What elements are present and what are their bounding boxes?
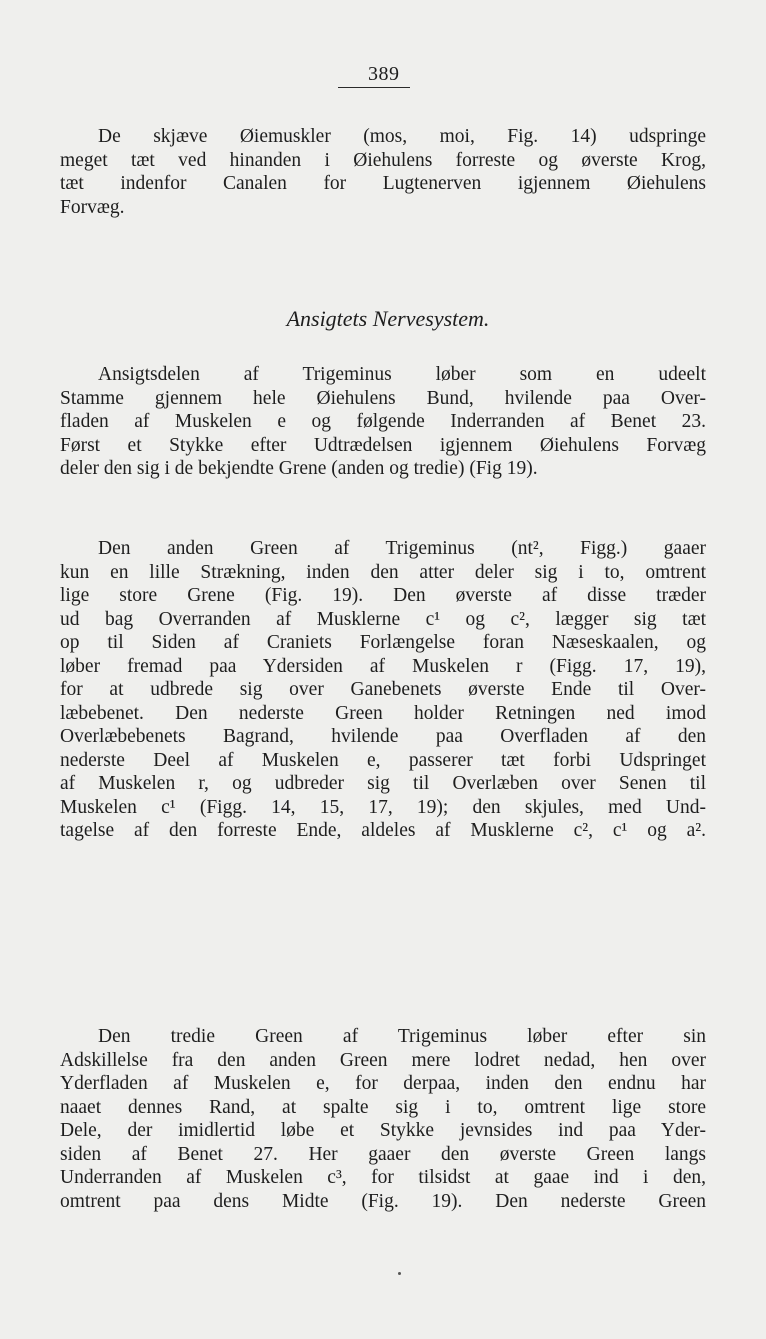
paragraph-eye-muscles bbox=[60, 125, 706, 219]
text-line: tagelse af den forreste Ende, aldeles af Musklerne c², c¹ og a². bbox=[60, 820, 706, 841]
print-speck bbox=[398, 1272, 401, 1275]
page-number: 389 bbox=[338, 62, 410, 88]
text-line: Ansigtsdelen af Trigeminus løber som en udeelt bbox=[98, 364, 706, 385]
paragraph-third-branch bbox=[60, 1025, 706, 1213]
text-line: tæt indenfor Canalen for Lugtenerven igjennem Øiehulens bbox=[60, 173, 706, 194]
text-line: Underranden af Muskelen c³, for tilsidst at gaae ind i den, bbox=[60, 1167, 706, 1188]
text-line: Først et Stykke efter Udtrædelsen igjennem Øiehulens Forvæg bbox=[60, 434, 706, 456]
text-line: Forvæg. bbox=[60, 196, 125, 218]
section-heading: Ansigtets Nervesystem. bbox=[286, 306, 490, 331]
text-line: op til Siden af Craniets Forlængelse foran Næseskaalen, og bbox=[60, 632, 706, 653]
text-line: siden af Benet 27. Her gaaer den øverste Green langs bbox=[60, 1143, 706, 1165]
text-line: fladen af Muskelen e og følgende Inderranden af Benet 23. bbox=[60, 411, 706, 432]
text-line: ud bag Overranden af Musklerne c¹ og c², lægger sig tæt bbox=[60, 608, 706, 630]
text-line: løber fremad paa Ydersiden af Muskelen r (Figg. 17, 19), bbox=[60, 655, 706, 677]
text-line: Den anden Green af Trigeminus (nt², Figg.) gaaer bbox=[98, 538, 706, 559]
text-line: læbebenet. Den nederste Green holder Retningen ned imod bbox=[60, 702, 706, 724]
text-line: De skjæve Øiemuskler (mos, moi, Fig. 14) udspringe bbox=[98, 126, 706, 147]
text-line: nederste Deel af Muskelen e, passerer tæt forbi Udspringet bbox=[60, 749, 706, 771]
paragraph-trigeminus-facial bbox=[60, 363, 706, 481]
text-line: omtrent paa dens Midte (Fig. 19). Den nederste Green bbox=[60, 1190, 706, 1212]
text-line: Muskelen c¹ (Figg. 14, 15, 17, 19); den skjules, med Und- bbox=[60, 796, 706, 818]
text-line: deler den sig i de bekjendte Grene (anden og tredie) (Fig 19). bbox=[60, 458, 538, 479]
text-line: Adskillelse fra den anden Green mere lodret nedad, hen over bbox=[60, 1049, 706, 1071]
text-line: Overlæbebenets Bagrand, hvilende paa Overfladen af den bbox=[60, 726, 706, 747]
text-line: kun en lille Strækning, inden den atter deler sig i to, omtrent bbox=[60, 561, 706, 583]
text-line: Dele, der imidlertid løbe et Stykke jevnsides ind paa Yder- bbox=[60, 1120, 706, 1141]
text-line: Yderfladen af Muskelen e, for derpaa, inden den endnu har bbox=[60, 1073, 706, 1094]
text-line: naaet dennes Rand, at spalte sig i to, omtrent lige store bbox=[60, 1096, 706, 1118]
text-line: af Muskelen r, og udbreder sig til Overlæben over Senen til bbox=[60, 773, 706, 794]
paragraph-second-branch bbox=[60, 537, 706, 843]
text-line: Den tredie Green af Trigeminus løber efter sin bbox=[98, 1026, 706, 1047]
text-line: meget tæt ved hinanden i Øiehulens forreste og øverste Krog, bbox=[60, 149, 706, 171]
text-line: lige store Grene (Fig. 19). Den øverste af disse træder bbox=[60, 585, 706, 606]
text-line: Stamme gjennem hele Øiehulens Bund, hvilende paa Over- bbox=[60, 387, 706, 409]
text-line: for at udbrede sig over Ganebenets øverste Ende til Over- bbox=[60, 679, 706, 700]
